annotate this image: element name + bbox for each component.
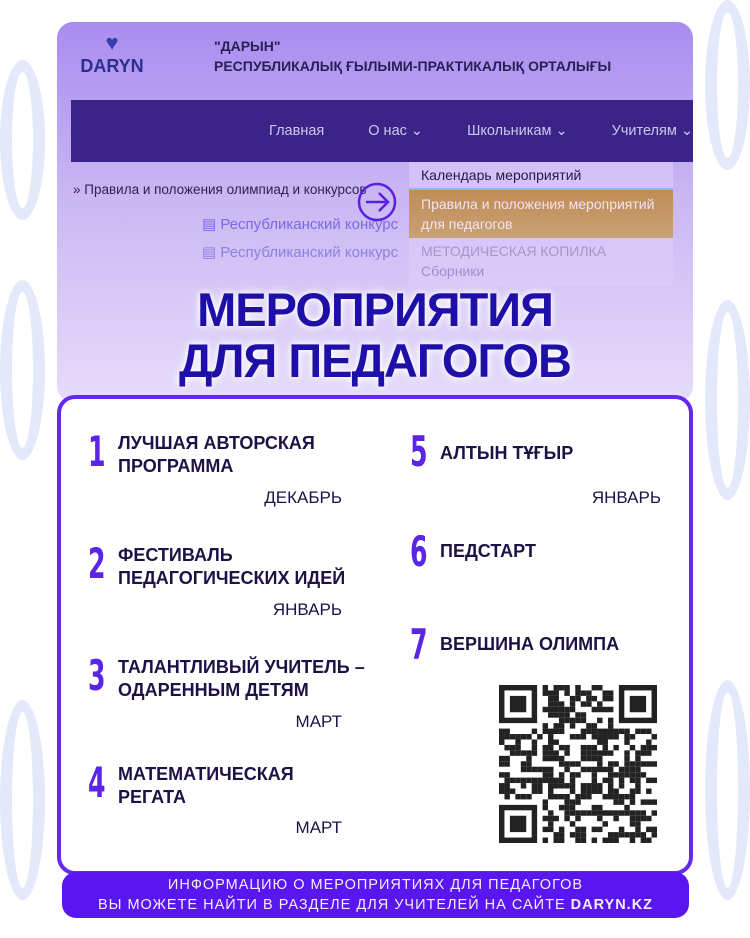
daryn-logo-icon: ♥: [105, 30, 119, 55]
daryn-logo: ♥ DARYN: [77, 30, 147, 77]
menu-item-methodical[interactable]: МЕТОДИЧЕСКАЯ КОПИЛКА: [421, 243, 607, 259]
org-name: "ДАРЫН" РЕСПУБЛИКАЛЫҚ ҒЫЛЫМИ-ПРАКТИКАЛЫҚ ОРТАЛЫҒЫ: [214, 38, 612, 74]
event-item: 7 ВЕРШИНА ОЛИМПА: [410, 620, 620, 669]
ornament: [0, 60, 45, 220]
event-month: ДЕКАБРЬ: [264, 488, 342, 507]
ornament: [0, 700, 45, 900]
doc-link[interactable]: ▤ Республиканский конкурс: [202, 216, 399, 233]
nav-home[interactable]: Главная: [269, 123, 325, 139]
menu-item-collections[interactable]: Сборники: [421, 263, 485, 279]
doc-link[interactable]: ▤ Республиканский конкурс: [202, 244, 399, 261]
event-item: 5 АЛТЫН ТҰҒЫР: [410, 427, 574, 476]
document-icon: ▤: [202, 244, 221, 261]
document-icon: ▤: [202, 216, 221, 233]
ornament: [705, 0, 750, 170]
event-item: 2 ФЕСТИВАЛЬ ПЕДАГОГИЧЕСКИХ ИДЕЙ: [88, 539, 346, 588]
event-month: МАРТ: [295, 712, 342, 731]
arrow-right-icon: [357, 182, 397, 222]
footer-banner: ИНФОРМАЦИЮ О МЕРОПРИЯТИЯХ ДЛЯ ПЕДАГОГОВ ВЫ МОЖЕТЕ НАЙТИ В РАЗДЕЛЕ ДЛЯ УЧИТЕЛЕЙ НА САЙТЕ DARYN.KZ: [62, 872, 689, 918]
event-month: ЯНВАРЬ: [272, 600, 342, 619]
event-item: 4 МАТЕМАТИЧЕСКАЯ РЕГАТА: [88, 758, 294, 807]
page-subtitle: ДЛЯ ПЕДАГОГОВ: [179, 334, 571, 387]
nav-teachers[interactable]: Учителям ⌄: [611, 123, 693, 139]
breadcrumb[interactable]: » Правила и положения олимпиад и конкурсов: [73, 182, 367, 197]
nav-about[interactable]: О нас ⌄: [368, 123, 424, 139]
nav-students[interactable]: Школьникам ⌄: [467, 123, 568, 139]
dropdown-menu: [409, 162, 673, 286]
menu-item-rules[interactable]: Правила и положения мероприятий для педагогов: [409, 188, 673, 238]
event-item: 3 ТАЛАНТЛИВЫЙ УЧИТЕЛЬ – ОДАРЕННЫМ ДЕТЯМ: [88, 651, 365, 700]
nav-bar: [71, 100, 693, 162]
site-link[interactable]: DARYN.KZ: [570, 897, 654, 913]
event-item: 1 ЛУЧШАЯ АВТОРСКАЯ ПРОГРАММА: [88, 427, 315, 476]
page-title: МЕРОПРИЯТИЯ: [197, 283, 553, 336]
menu-item-calendar[interactable]: Календарь мероприятий: [421, 167, 582, 183]
event-month: ЯНВАРЬ: [591, 488, 661, 507]
event-item: 6 ПЕДСТАРТ: [410, 527, 536, 576]
qr-code-icon[interactable]: [498, 685, 658, 843]
ornament: [705, 680, 750, 900]
event-month: МАРТ: [295, 818, 342, 837]
